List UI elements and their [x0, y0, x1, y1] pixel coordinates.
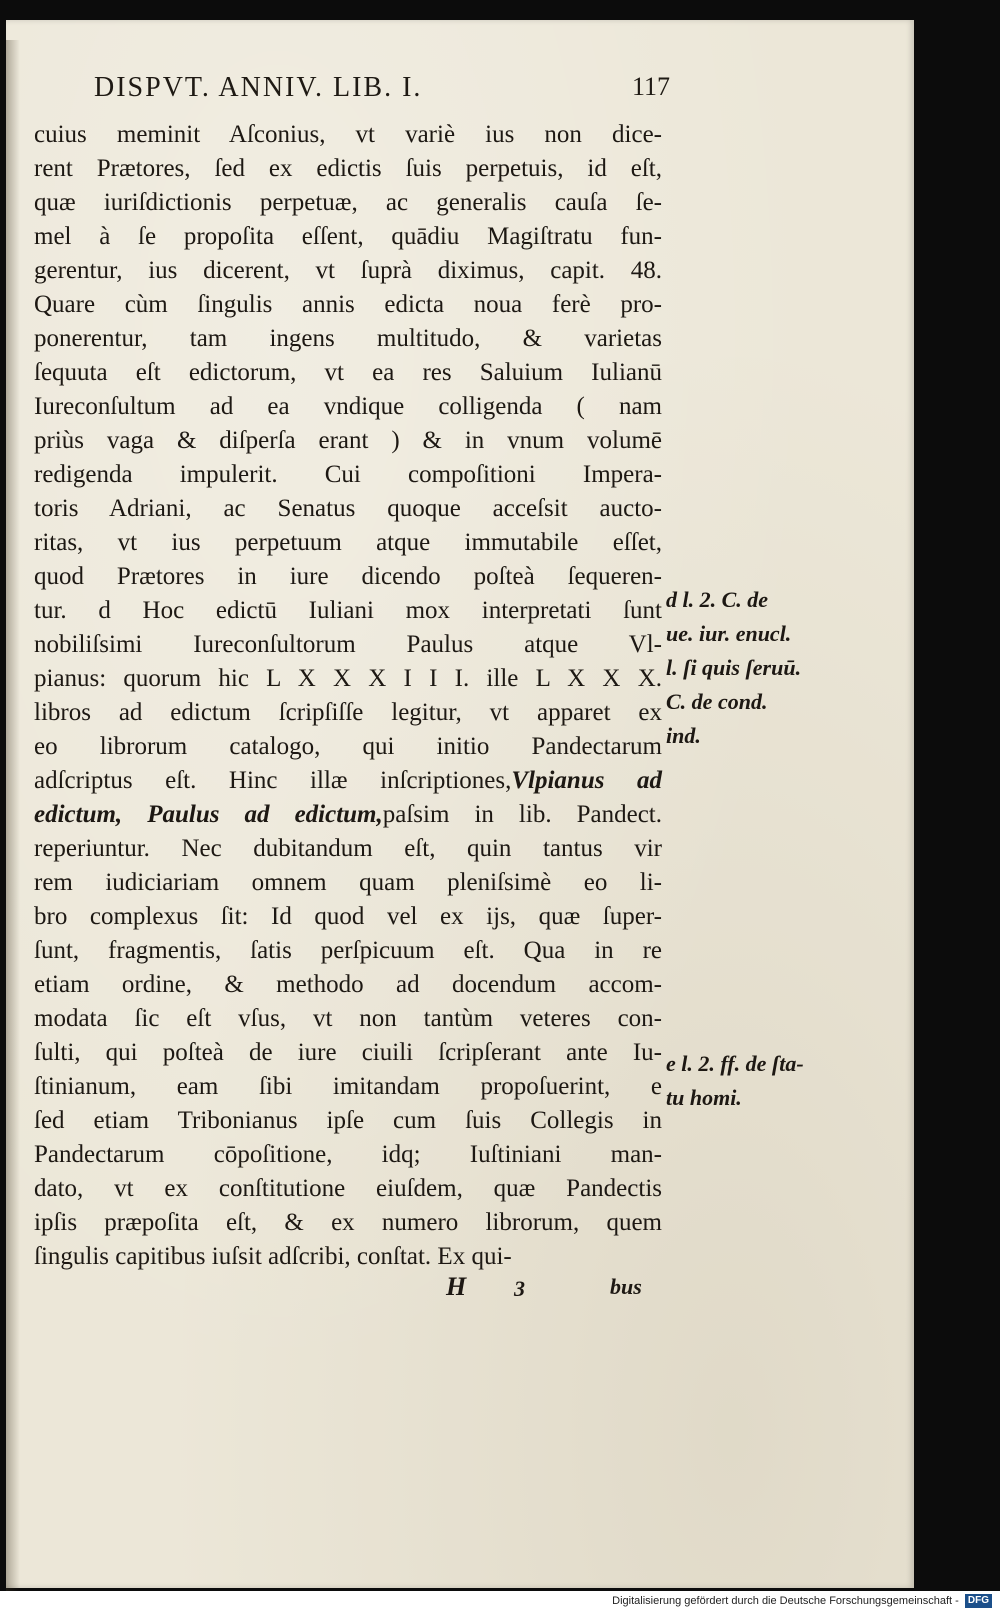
text-line: Iureconſultum ad ea vndique colligenda ( nam [34, 393, 662, 420]
text-line: nobiliſsimi Iureconſultorum Paulus atque Vl- [34, 631, 662, 658]
catchword: bus [610, 1274, 642, 1299]
text-line: ſed etiam Tribonianus ipſe cum ſuis Collegis in [34, 1107, 662, 1134]
margin-note-d [666, 583, 801, 753]
italic-inscription-edictum: edictum, [34, 801, 148, 828]
text-line: pianus: quorum hic L X X X I I I. ille L X X X. [34, 665, 662, 692]
text-line: ſtinianum, eam ſibi imitandam propoſuerint, e [34, 1073, 662, 1100]
margin-note-e [666, 1047, 804, 1115]
text-line: mel à ſe propoſita eſſent, quādiu Magiſtratu fun- [34, 223, 662, 250]
page-gutter-shadow [6, 40, 20, 1608]
italic-inscription-paulus: Paulus ad edictum, [147, 801, 383, 828]
text-line: Pandectarum cōpoſitione, idq; Iuſtiniani man- [34, 1141, 662, 1168]
text-line: bro complexus ſit: Id quod vel ex ijs, quæ ſuper- [34, 903, 662, 930]
main-text-block [34, 118, 662, 1274]
text-line: ſulti, qui poſteà de iure ciuili ſcripſerant ante Iu- [34, 1039, 662, 1066]
margin-note-line: tu homi. [666, 1085, 742, 1110]
text-line: gerentur, ius dicerent, vt ſuprà diximus, capit. 48. [34, 257, 662, 284]
margin-note-line: d l. 2. C. de [666, 587, 769, 612]
running-head-title: DISPVT. ANNIV. LIB. I. [94, 72, 423, 103]
text-line: dato, vt ex conſtitutione eiuſdem, quæ Pandectis [34, 1175, 662, 1202]
book-page [6, 20, 914, 1588]
text-line: Quare cùm ſingulis annis edicta noua ferè pro- [34, 291, 662, 318]
text-line: etiam ordine, & methodo ad docendum accom- [34, 971, 662, 998]
text-line: ſingulis capitibus iuſsit adſcribi, conſtat. Ex qui- [34, 1243, 512, 1270]
text-line: quæ iuriſdictionis perpetuæ, ac generalis cauſa ſe- [34, 189, 662, 216]
text-line: rent Prætores, ſed ex edictis ſuis perpetuis, id eſt, [34, 155, 662, 182]
text-line: ritas, vt ius perpetuum atque immutabile eſſet, [34, 529, 662, 556]
text-fragment: adſcriptus eſt. Hinc illæ inſcriptiones, [34, 767, 512, 794]
text-line: ipſis præpoſita eſt, & ex numero librorum, quem [34, 1209, 662, 1236]
signature-mark: H [446, 1272, 467, 1301]
credit-text: Digitalisierung gefördert durch die Deutsche Forschungsgemeinschaft - [612, 1595, 959, 1607]
digitization-credit-bar [0, 1591, 1000, 1611]
margin-note-line: ue. iur. enucl. [666, 621, 792, 646]
text-line: toris Adriani, ac Senatus quoque acceſsit aucto- [34, 495, 662, 522]
text-line: libros ad edictum ſcripſiſſe legitur, vt apparet ex [34, 699, 662, 726]
signature-number: 3 [514, 1276, 525, 1301]
running-header [94, 72, 671, 104]
margin-note-line: C. de cond. [666, 689, 768, 714]
text-line: reperiuntur. Nec dubitandum eſt, quin tantus vir [34, 835, 662, 862]
text-line: eo librorum catalogo, qui initio Pandectarum [34, 733, 662, 760]
text-line: tur. d Hoc edictū Iuliani mox interpretati ſunt [34, 597, 662, 624]
text-line: priùs vaga & diſperſa erant ) & in vnum volumē [34, 427, 662, 454]
dfg-logo: DFG [965, 1594, 992, 1608]
text-line: quod Prætores in iure dicendo poſteà ſequeren- [34, 563, 662, 590]
italic-inscription-ulpian: Vlpianus ad [511, 767, 662, 794]
text-line: modata ſic eſt vſus, vt non tantùm veteres con- [34, 1005, 662, 1032]
text-line: ſequuta eſt edictorum, vt ea res Saluium Iulianū [34, 359, 662, 386]
margin-note-line: ind. [666, 723, 701, 748]
text-line-with-italic [34, 764, 662, 798]
page-folio-number: 117 [632, 72, 671, 101]
text-line: ponerentur, tam ingens multitudo, & varietas [34, 325, 662, 352]
text-line: cuius meminit Aſconius, vt variè ius non dice- [34, 121, 662, 148]
text-fragment: paſsim in lib. Pandect. [382, 801, 663, 828]
margin-note-line: e l. 2. ff. de ſta- [666, 1051, 804, 1076]
margin-note-line: l. ſi quis ſeruū. [666, 655, 802, 680]
text-line: rem iudiciariam omnem quam pleniſsimè eo li- [34, 869, 662, 896]
text-line-with-italic [34, 798, 662, 832]
text-line: redigenda impulerit. Cui compoſitioni Impera- [34, 461, 662, 488]
text-line: ſunt, fragmentis, ſatis perſpicuum eſt. Qua in re [34, 937, 662, 964]
